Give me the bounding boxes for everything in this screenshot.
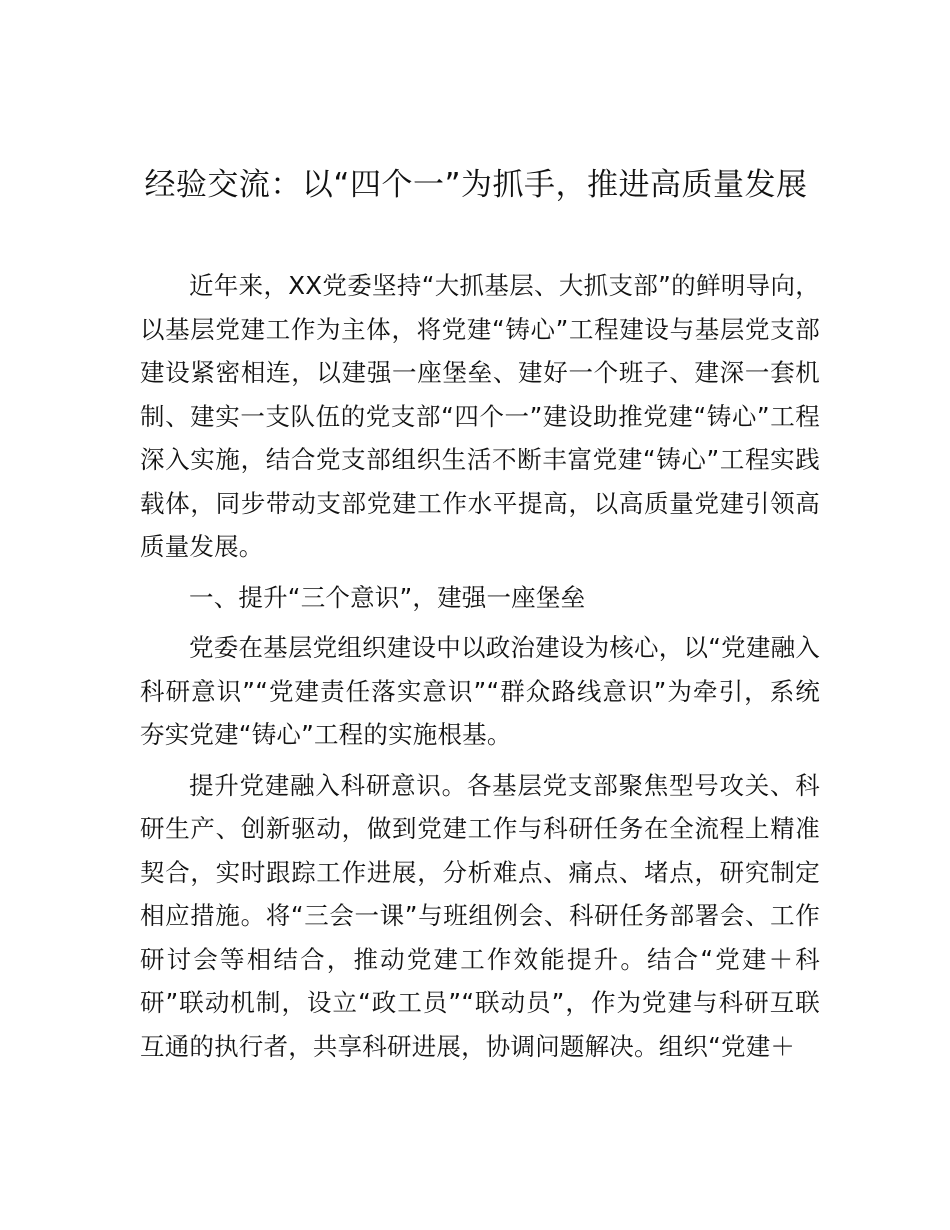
- body-paragraph: 近年来，XX党委坚持“大抓基层、大抓支部”的鲜明导向，以基层党建工作为主体，将党建“铸心”工程建设与基层党支部建设紧密相连，以建强一座堡垒、建好一个班子、建深一套机制、建实一支队伍的党支部“四个一”建设助推党建“铸心”工程深入实施，结合党支部组织生活不断丰富党建“铸心”工程实践载体，同步带动支部党建工作水平提高，以高质量党建引领高质量发展。: [140, 271, 820, 561]
- body-paragraph: 党委在基层党组织建设中以政治建设为核心，以“党建融入科研意识”“党建责任落实意识”“群众路线意识”为牵引，系统夯实党建“铸心”工程的实施根基。: [140, 633, 820, 749]
- document-body: [140, 264, 820, 1068]
- body-paragraph: 提升党建融入科研意识。各基层党支部聚焦型号攻关、科研生产、创新驱动，做到党建工作与科研任务在全流程上精准契合，实时跟踪工作进展，分析难点、痛点、堵点，研究制定相应措施。将“三会一课”与班组例会、科研任务部署会、工作研讨会等相结合，推动党建工作效能提升。结合“党建＋科研”联动机制，设立“政工员”“联动员”，作为党建与科研互联互通的执行者，共享科研进展，协调问题解决。组织“党建＋: [140, 770, 820, 1061]
- document-title: 经验交流：以“四个一”为抓手，推进高质量发展: [144, 167, 808, 203]
- section-heading: 一、提升“三个意识”，建强一座堡垒: [189, 582, 586, 612]
